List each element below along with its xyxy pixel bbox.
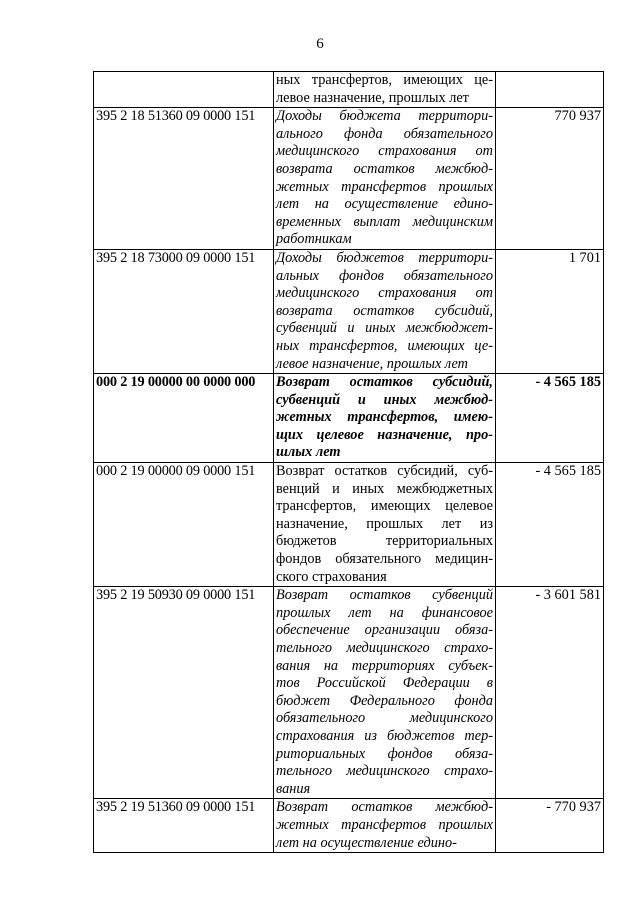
income-name-line: вания [276,780,311,797]
income-name-line: Доходы бюджета территори- [276,108,493,125]
classification-code: 395 2 19 50930 09 0000 151 [94,587,274,799]
income-name-line: шлых лет [276,444,341,461]
income-name-line: Доходы бюджетов территори- [276,249,493,266]
income-name-line: риториальных фондов обяза- [276,745,493,762]
table-row [94,374,604,463]
classification-code: 395 2 18 73000 09 0000 151 [94,249,274,373]
income-name-line: работникам [276,231,352,248]
income-name-line: трансфертов, имеющих целевое [276,498,493,515]
amount: - 3 601 581 [496,587,604,799]
amount: - 770 937 [496,799,604,853]
amount [496,72,604,108]
income-name-line: обязательного медицинского [276,710,493,727]
amount: 770 937 [496,108,604,250]
classification-code: 000 2 19 00000 09 0000 151 [94,463,274,587]
income-name-line: прошлых лет на финансовое [276,604,493,621]
amount: - 4 565 185 [496,463,604,587]
amount: 1 701 [496,249,604,373]
income-name-line: жетных трансфертов, имею- [276,409,493,426]
income-name-line: Возврат остатков субсидий, суб- [276,463,493,480]
table-row [94,249,604,373]
classification-code [94,72,274,108]
income-name [274,587,496,799]
income-name-line: возврата остатков субсидий, [276,302,493,319]
income-name-line: щих целевое назначение, про- [276,426,493,443]
budget-table [93,71,604,853]
income-name-line: медицинского страхования от [276,285,493,302]
income-name-line: левое назначение, прошлых лет [276,89,469,106]
income-name [274,799,496,853]
page-number: 6 [316,36,324,52]
income-name-line: тов Российской Федерации в [276,675,493,692]
income-name-line: Возврат остатков субвенций [276,587,493,604]
classification-code: 000 2 19 00000 00 0000 000 [94,374,274,463]
income-name-line: жетных трансфертов прошлых [276,816,493,833]
classification-code: 395 2 19 51360 09 0000 151 [94,799,274,853]
table-row [94,799,604,853]
income-name-line: бюджет Федерального фонда [276,692,493,709]
income-name-line: лет на осуществление едино- [276,834,457,851]
income-name-line: возврата остатков межбюд- [276,160,493,177]
table-row [94,587,604,799]
income-name-line: ального фонда обязательного [276,125,493,142]
income-name-line: жетных трансфертов прошлых [276,178,493,195]
income-name-line: бюджетов территориальных [276,533,493,550]
income-name-line: вания на территориях субъек- [276,657,493,674]
income-name-line: ных трансфертов, имеющих це- [276,337,493,354]
income-name-line: временных выплат медицинским [276,213,493,230]
income-name [274,72,496,108]
income-name-line: ных трансфертов, имеющих це- [276,72,493,88]
table-row [94,108,604,250]
income-name-line: обеспечение организации обяза- [276,622,493,639]
income-name-line: страхования из бюджетов тер- [276,727,493,744]
income-name-line: субвенций и иных межбюджет- [276,320,493,337]
income-name [274,374,496,463]
income-name-line: назначение, прошлых лет из [276,515,493,532]
income-name-line: альных фондов обязательного [276,267,493,284]
table-row [94,463,604,587]
classification-code: 395 2 18 51360 09 0000 151 [94,108,274,250]
income-name-line: тельного медицинского страхо- [276,763,493,780]
income-name-line: фондов обязательного медицин- [276,551,493,568]
budget-table-body [94,72,604,853]
income-name-line: лет на осуществление едино- [276,196,493,213]
income-name [274,249,496,373]
income-name-line: тельного медицинского страхо- [276,640,493,656]
income-name-line: субвенций и иных межбюд- [276,391,493,408]
amount: - 4 565 185 [496,374,604,463]
income-name-line: Возврат остатков субсидий, [276,374,493,391]
table-row [94,72,604,108]
income-name-line: ского страхования [276,568,387,585]
income-name-line: Возврат остатков межбюд- [276,799,493,816]
income-name-line: медицинского страхования от [276,143,493,160]
income-name [274,108,496,250]
income-name-line: венций и иных межбюджетных [276,480,493,497]
income-name-line: левое назначение, прошлых лет [276,355,468,372]
income-name [274,463,496,587]
